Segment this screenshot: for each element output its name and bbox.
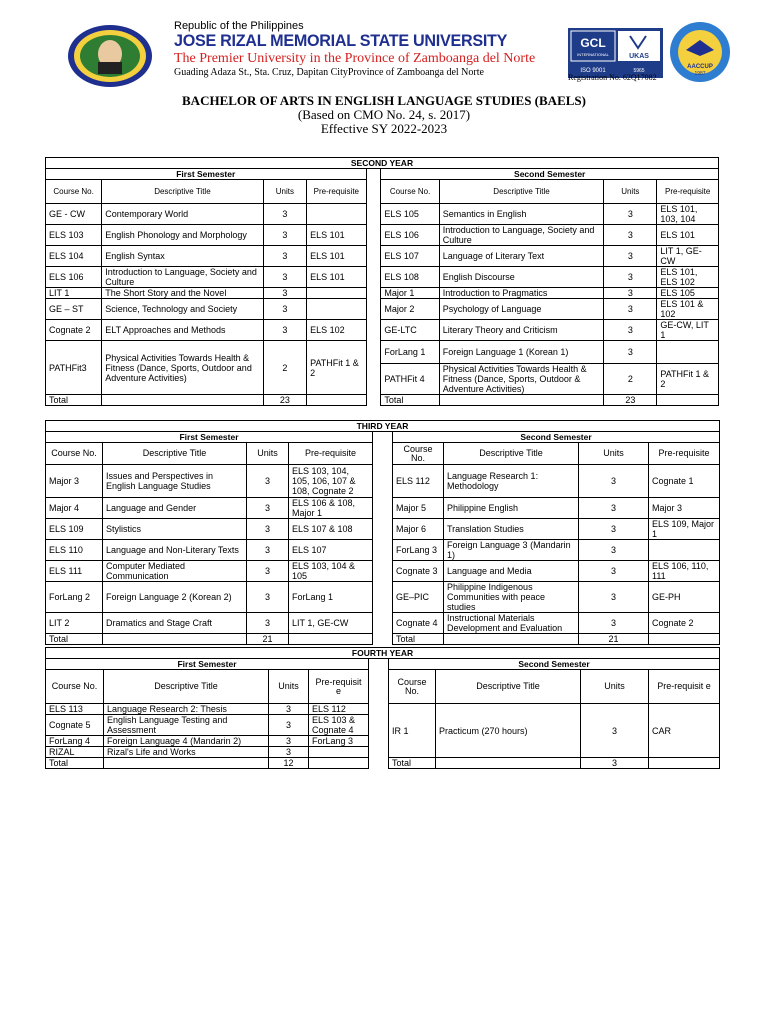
- first-sem-title: Physical Activities Towards Health & Fitness (Dance, Sports, Outdoor and Adventure Activities): [102, 341, 263, 395]
- semester-header-row: [46, 659, 720, 670]
- svg-text:ISO 9001: ISO 9001: [580, 68, 606, 74]
- total-label: Total: [393, 634, 444, 645]
- column-gap: [366, 320, 381, 341]
- semester-header-row: [46, 169, 719, 180]
- first-sem-units: 3: [247, 465, 289, 498]
- empty-cell: [307, 395, 366, 406]
- col-header-course_no: Course No.: [381, 180, 439, 204]
- second-sem-title: Physical Activities Towards Health & Fitness (Dance, Sports, Outdoor & Adventure Activities): [439, 364, 604, 395]
- first-sem-title: Language and Gender: [103, 498, 247, 519]
- first-sem-no: ELS 113: [46, 704, 104, 715]
- first-sem-units: 3: [247, 498, 289, 519]
- col-header-title: Descriptive Title: [104, 670, 269, 704]
- first-sem-pre: LIT 1, GE-CW: [289, 613, 373, 634]
- column-gap: [369, 736, 389, 747]
- course-row: [46, 204, 719, 225]
- second-sem-pre: ELS 101 & 102: [657, 299, 719, 320]
- year-label: THIRD YEAR: [46, 421, 720, 432]
- year-header-row: [46, 421, 720, 432]
- first-sem-no: ELS 111: [46, 561, 103, 582]
- second-sem-units: 3: [604, 204, 657, 225]
- empty-cell: [309, 758, 369, 769]
- first-sem-pre: [307, 204, 366, 225]
- second-sem-units: 3: [579, 561, 649, 582]
- first-sem-title: Computer Mediated Communication: [103, 561, 247, 582]
- first-sem-title: Rizal's Life and Works: [104, 747, 269, 758]
- university-name: JOSE RIZAL MEMORIAL STATE UNIVERSITY: [174, 31, 508, 50]
- second-sem-no: ELS 105: [381, 204, 439, 225]
- second-sem-title: Language Research 1: Methodology: [444, 465, 579, 498]
- second-sem-title: Introduction to Pragmatics: [439, 288, 604, 299]
- col-header-units: Units: [604, 180, 657, 204]
- second-sem-units: 3: [581, 704, 649, 758]
- first-sem-units: 3: [263, 204, 307, 225]
- header-text-block: [174, 20, 535, 78]
- program-effective: Effective SY 2022-2023: [320, 121, 448, 136]
- second-sem-units: 3: [604, 225, 657, 246]
- second-sem-no: IR 1: [389, 704, 436, 758]
- second-sem-pre: [657, 341, 719, 364]
- col-header-title: Descriptive Title: [436, 670, 581, 704]
- first-sem-pre: ELS 106 & 108, Major 1: [289, 498, 373, 519]
- first-sem-units: 3: [247, 561, 289, 582]
- column-gap: [366, 267, 381, 288]
- column-gap: [369, 704, 389, 715]
- column-header-row: [46, 443, 720, 465]
- second-sem-pre: [649, 540, 720, 561]
- empty-cell: [444, 634, 579, 645]
- second-sem-units: 3: [579, 465, 649, 498]
- university-tagline: The Premier University in the Province of Zamboanga del Norte: [174, 51, 536, 66]
- second-sem-pre: GE-PH: [649, 582, 720, 613]
- col-header-title: Descriptive Title: [439, 180, 604, 204]
- col-header-prereq_short: Pre-requisite: [649, 443, 720, 465]
- second-sem-total-units: 23: [604, 395, 657, 406]
- second-sem-no: GE-LTC: [381, 320, 439, 341]
- column-gap: [366, 204, 381, 225]
- second-sem-pre: ELS 106, 110, 111: [649, 561, 720, 582]
- first-sem-no: Cognate 2: [46, 320, 102, 341]
- program-basis: (Based on CMO No. 24, s. 2017): [297, 107, 471, 122]
- svg-text:1987: 1987: [694, 71, 706, 77]
- col-header-course_no: Course No.: [389, 670, 436, 704]
- program-title: BACHELOR OF ARTS IN ENGLISH LANGUAGE STUDIES (BAELS): [182, 93, 586, 108]
- document-header: [0, 0, 768, 90]
- registration-number: Registration No. 62Q17082: [568, 73, 657, 82]
- first-sem-title: English Syntax: [102, 246, 263, 267]
- total-row: [46, 395, 719, 406]
- total-row: [46, 758, 720, 769]
- program-title-block: [0, 94, 768, 136]
- col-header-title: Descriptive Title: [102, 180, 263, 204]
- second-sem-units: 3: [579, 540, 649, 561]
- column-gap: [373, 561, 393, 582]
- total-label: Total: [381, 395, 439, 406]
- first-sem-pre: ELS 101: [307, 225, 366, 246]
- second-sem-pre: ELS 101, ELS 102: [657, 267, 719, 288]
- svg-text:INTERNATIONAL: INTERNATIONAL: [577, 52, 609, 57]
- col-header-title: Descriptive Title: [103, 443, 247, 465]
- first-sem-units: 3: [269, 704, 309, 715]
- first-sem-title: Language and Non-Literary Texts: [103, 540, 247, 561]
- first-sem-total-units: 21: [247, 634, 289, 645]
- first-sem-title: Foreign Language 4 (Mandarin 2): [104, 736, 269, 747]
- first-sem-units: 3: [269, 736, 309, 747]
- column-gap: [373, 613, 393, 634]
- first-sem-units: 3: [263, 225, 307, 246]
- first-sem-pre: ELS 107: [289, 540, 373, 561]
- course-row: [46, 288, 719, 299]
- second-sem-title: Semantics in English: [439, 204, 604, 225]
- first-sem-units: 3: [263, 288, 307, 299]
- second-sem-title: Introduction to Language, Society and Culture: [439, 225, 604, 246]
- first-sem-units: 3: [269, 747, 309, 758]
- column-header-row: [46, 670, 720, 704]
- second-sem-title: Foreign Language 3 (Mandarin 1): [444, 540, 579, 561]
- col-header-course_no: Course No.: [46, 670, 104, 704]
- first-sem-no: ELS 103: [46, 225, 102, 246]
- col-header-units: Units: [581, 670, 649, 704]
- column-gap: [369, 758, 389, 769]
- first-semester-label: First Semester: [46, 659, 369, 670]
- course-row: [46, 582, 720, 613]
- second-sem-title: English Discourse: [439, 267, 604, 288]
- second-sem-no: ELS 107: [381, 246, 439, 267]
- first-sem-no: ELS 110: [46, 540, 103, 561]
- second-sem-title: Philippine English: [444, 498, 579, 519]
- first-sem-units: 2: [263, 341, 307, 395]
- first-sem-no: Major 3: [46, 465, 103, 498]
- second-sem-total-units: 3: [581, 758, 649, 769]
- empty-cell: [102, 395, 263, 406]
- first-sem-no: ForLang 4: [46, 736, 104, 747]
- first-sem-pre: [307, 299, 366, 320]
- column-gap: [373, 465, 393, 498]
- second-sem-units: 3: [604, 288, 657, 299]
- col-header-units: Units: [263, 180, 307, 204]
- second-sem-title: Practicum (270 hours): [436, 704, 581, 758]
- col-header-prereq_wrap: Pre-requisit e: [309, 670, 369, 704]
- second-sem-pre: ELS 101: [657, 225, 719, 246]
- first-sem-no: PATHFit3: [46, 341, 102, 395]
- first-sem-total-units: 23: [263, 395, 307, 406]
- course-row: [46, 540, 720, 561]
- second-sem-no: Major 6: [393, 519, 444, 540]
- third-year-table: [45, 420, 720, 645]
- university-seal-icon: [66, 24, 154, 88]
- column-gap: [366, 364, 381, 395]
- first-sem-units: 3: [263, 267, 307, 288]
- first-sem-units: 3: [263, 320, 307, 341]
- second-sem-pre: ELS 101, 103, 104: [657, 204, 719, 225]
- course-row: [46, 341, 719, 364]
- column-gap: [373, 519, 393, 540]
- col-header-course_no: Course No.: [46, 443, 103, 465]
- column-gap: [366, 288, 381, 299]
- second-year-table: [45, 157, 719, 406]
- second-sem-pre: Cognate 1: [649, 465, 720, 498]
- course-row: [46, 519, 720, 540]
- second-sem-units: 3: [604, 341, 657, 364]
- first-sem-pre: ELS 101: [307, 246, 366, 267]
- empty-cell: [657, 395, 719, 406]
- first-sem-units: 3: [247, 582, 289, 613]
- first-sem-title: Introduction to Language, Society and Culture: [102, 267, 263, 288]
- first-sem-no: ForLang 2: [46, 582, 103, 613]
- second-semester-label: Second Semester: [381, 169, 719, 180]
- course-row: [46, 299, 719, 320]
- second-sem-pre: PATHFit 1 & 2: [657, 364, 719, 395]
- empty-cell: [103, 634, 247, 645]
- total-label: Total: [389, 758, 436, 769]
- first-sem-title: Language Research 2: Thesis: [104, 704, 269, 715]
- second-sem-units: 3: [579, 519, 649, 540]
- second-sem-pre: LIT 1, GE-CW: [657, 246, 719, 267]
- second-sem-title: Philippine Indigenous Communities with peace studies: [444, 582, 579, 613]
- second-sem-no: Major 2: [381, 299, 439, 320]
- svg-text:UKAS: UKAS: [629, 53, 649, 60]
- second-sem-pre: Major 3: [649, 498, 720, 519]
- col-header-course_no: Course No.: [46, 180, 102, 204]
- column-gap: [366, 169, 381, 180]
- second-sem-title: Psychology of Language: [439, 299, 604, 320]
- col-header-prereq_wrap: Pre-requisit e: [649, 670, 720, 704]
- first-sem-no: ELS 109: [46, 519, 103, 540]
- first-sem-title: Dramatics and Stage Craft: [103, 613, 247, 634]
- second-sem-units: 3: [604, 246, 657, 267]
- empty-cell: [649, 758, 720, 769]
- second-sem-no: GE–PIC: [393, 582, 444, 613]
- column-gap: [369, 747, 389, 758]
- second-sem-units: 3: [604, 299, 657, 320]
- empty-cell: [439, 395, 604, 406]
- column-gap: [373, 540, 393, 561]
- first-sem-no: GE – ST: [46, 299, 102, 320]
- column-gap: [366, 225, 381, 246]
- second-sem-pre: ELS 109, Major 1: [649, 519, 720, 540]
- second-sem-no: ELS 108: [381, 267, 439, 288]
- first-semester-label: First Semester: [46, 169, 367, 180]
- total-row: [46, 634, 720, 645]
- second-sem-pre: GE-CW, LIT 1: [657, 320, 719, 341]
- year-label: FOURTH YEAR: [46, 648, 720, 659]
- year-header-row: [46, 648, 720, 659]
- first-sem-units: 3: [247, 613, 289, 634]
- second-sem-title: Language of Literary Text: [439, 246, 604, 267]
- first-sem-units: 3: [247, 519, 289, 540]
- second-sem-total-units: 21: [579, 634, 649, 645]
- first-sem-units: 3: [269, 715, 309, 736]
- course-row: [46, 561, 720, 582]
- second-sem-pre: CAR: [649, 704, 720, 758]
- col-header-units: Units: [579, 443, 649, 465]
- first-sem-pre: ForLang 3: [309, 736, 369, 747]
- first-sem-pre: PATHFit 1 & 2: [307, 341, 366, 395]
- first-sem-pre: ForLang 1: [289, 582, 373, 613]
- empty-cell: [104, 758, 269, 769]
- first-semester-label: First Semester: [46, 432, 373, 443]
- year-header-row: [46, 158, 719, 169]
- second-sem-pre: Cognate 2: [649, 613, 720, 634]
- column-gap: [373, 443, 393, 465]
- column-gap: [366, 246, 381, 267]
- second-sem-no: Major 1: [381, 288, 439, 299]
- year-label: SECOND YEAR: [46, 158, 719, 169]
- second-sem-no: Cognate 4: [393, 613, 444, 634]
- second-sem-title: Translation Studies: [444, 519, 579, 540]
- first-sem-pre: ELS 107 & 108: [289, 519, 373, 540]
- column-gap: [366, 299, 381, 320]
- first-sem-total-units: 12: [269, 758, 309, 769]
- first-sem-title: ELT Approaches and Methods: [102, 320, 263, 341]
- first-sem-pre: ELS 103, 104 & 105: [289, 561, 373, 582]
- second-sem-no: ForLang 3: [393, 540, 444, 561]
- second-sem-no: ForLang 1: [381, 341, 439, 364]
- svg-text:5965: 5965: [633, 68, 645, 74]
- column-gap: [373, 498, 393, 519]
- fourth-year-table: [45, 647, 720, 769]
- total-label: Total: [46, 758, 104, 769]
- first-sem-pre: ELS 112: [309, 704, 369, 715]
- first-sem-pre: ELS 102: [307, 320, 366, 341]
- course-row: [46, 225, 719, 246]
- second-sem-no: PATHFit 4: [381, 364, 439, 395]
- course-row: [46, 498, 720, 519]
- total-label: Total: [46, 634, 103, 645]
- column-gap: [373, 634, 393, 645]
- first-sem-title: English Language Testing and Assessment: [104, 715, 269, 736]
- second-sem-units: 3: [579, 582, 649, 613]
- first-sem-no: LIT 2: [46, 613, 103, 634]
- second-semester-label: Second Semester: [393, 432, 720, 443]
- course-row: [46, 465, 720, 498]
- first-sem-units: 3: [263, 299, 307, 320]
- column-gap: [366, 395, 381, 406]
- second-sem-no: Cognate 3: [393, 561, 444, 582]
- first-sem-title: English Phonology and Morphology: [102, 225, 263, 246]
- course-row: [46, 704, 720, 715]
- first-sem-pre: ELS 101: [307, 267, 366, 288]
- col-header-prereq_short: Pre-requisite: [307, 180, 366, 204]
- first-sem-units: 3: [247, 540, 289, 561]
- first-sem-units: 3: [263, 246, 307, 267]
- first-sem-pre: [309, 747, 369, 758]
- svg-text:GCL: GCL: [580, 36, 606, 50]
- course-row: [46, 246, 719, 267]
- second-semester-label: Second Semester: [389, 659, 720, 670]
- column-gap: [369, 670, 389, 704]
- first-sem-title: Foreign Language 2 (Korean 2): [103, 582, 247, 613]
- second-sem-no: Major 5: [393, 498, 444, 519]
- empty-cell: [649, 634, 720, 645]
- second-sem-units: 2: [604, 364, 657, 395]
- first-sem-no: ELS 104: [46, 246, 102, 267]
- university-address: Guading Adaza St., Sta. Cruz, Dapitan CityProvince of Zamboanga del Norte: [174, 67, 484, 78]
- course-row: [46, 613, 720, 634]
- first-sem-title: The Short Story and the Novel: [102, 288, 263, 299]
- first-sem-no: ELS 106: [46, 267, 102, 288]
- total-label: Total: [46, 395, 102, 406]
- second-sem-units: 3: [579, 613, 649, 634]
- col-header-units: Units: [269, 670, 309, 704]
- first-sem-pre: ELS 103, 104, 105, 106, 107 & 108, Cognate 2: [289, 465, 373, 498]
- column-gap: [369, 659, 389, 670]
- first-sem-no: Major 4: [46, 498, 103, 519]
- second-sem-no: ELS 112: [393, 465, 444, 498]
- second-sem-title: Instructional Materials Development and Evaluation: [444, 613, 579, 634]
- second-sem-units: 3: [604, 320, 657, 341]
- column-gap: [373, 582, 393, 613]
- aaccup-logo-icon: [666, 20, 734, 84]
- second-sem-title: Foreign Language 1 (Korean 1): [439, 341, 604, 364]
- first-sem-no: RIZAL: [46, 747, 104, 758]
- first-sem-no: Cognate 5: [46, 715, 104, 736]
- course-row: [46, 320, 719, 341]
- col-header-units: Units: [247, 443, 289, 465]
- svg-text:AACCUP: AACCUP: [687, 64, 713, 70]
- first-sem-title: Science, Technology and Society: [102, 299, 263, 320]
- first-sem-no: LIT 1: [46, 288, 102, 299]
- first-sem-pre: [307, 288, 366, 299]
- first-sem-title: Stylistics: [103, 519, 247, 540]
- column-gap: [369, 715, 389, 736]
- second-sem-title: Language and Media: [444, 561, 579, 582]
- second-sem-title: Literary Theory and Criticism: [439, 320, 604, 341]
- second-sem-no: ELS 106: [381, 225, 439, 246]
- column-header-row: [46, 180, 719, 204]
- first-sem-no: GE - CW: [46, 204, 102, 225]
- first-sem-title: Contemporary World: [102, 204, 263, 225]
- empty-cell: [436, 758, 581, 769]
- col-header-course_no: Course No.: [393, 443, 444, 465]
- col-header-prereq_full: Pre-requisite: [289, 443, 373, 465]
- column-gap: [366, 180, 381, 204]
- first-sem-pre: ELS 103 & Cognate 4: [309, 715, 369, 736]
- second-sem-units: 3: [604, 267, 657, 288]
- column-gap: [366, 341, 381, 364]
- first-sem-title: Issues and Perspectives in English Language Studies: [103, 465, 247, 498]
- second-sem-units: 3: [579, 498, 649, 519]
- col-header-title: Descriptive Title: [444, 443, 579, 465]
- col-header-prereq_short: Pre-requisite: [657, 180, 719, 204]
- course-row: [46, 267, 719, 288]
- column-gap: [373, 432, 393, 443]
- empty-cell: [289, 634, 373, 645]
- republic-line: Republic of the Philippines: [174, 20, 304, 32]
- second-sem-pre: ELS 105: [657, 288, 719, 299]
- semester-header-row: [46, 432, 720, 443]
